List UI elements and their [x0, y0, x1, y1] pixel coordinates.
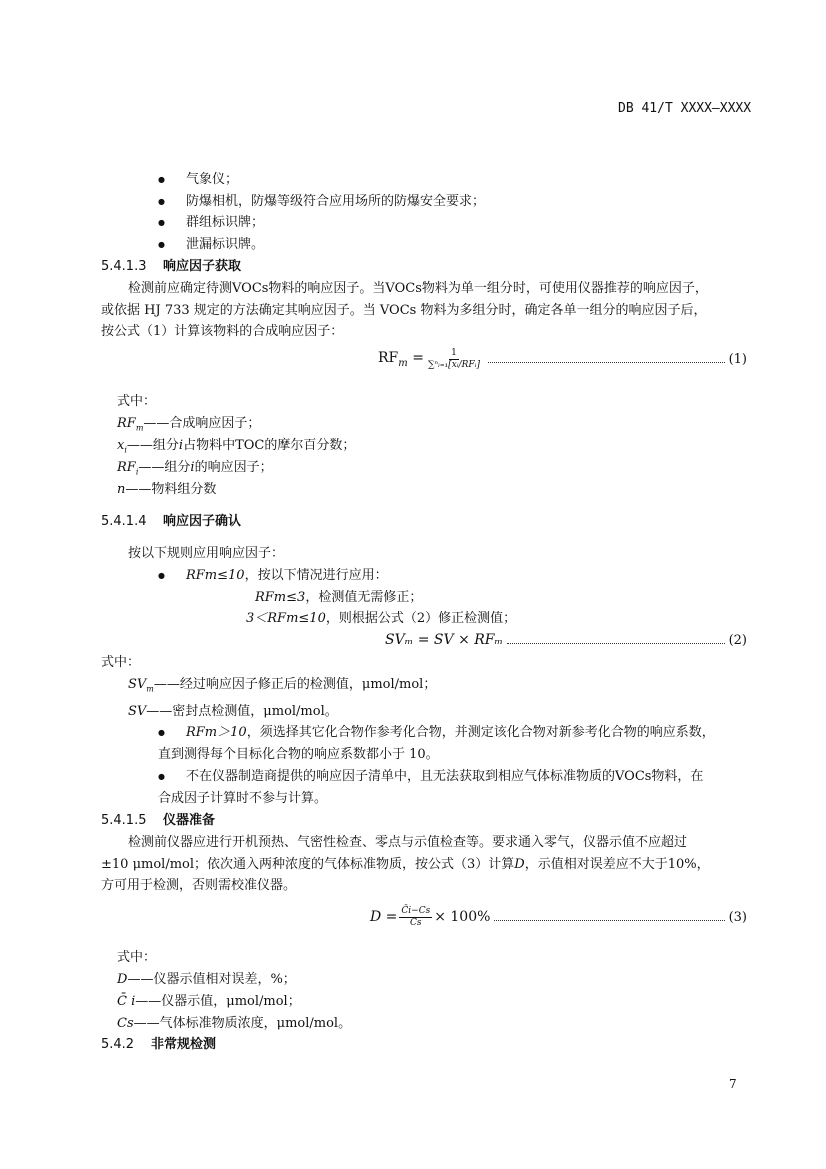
paragraph: ±10 μmol/mol；依次通入两种浓度的气体标准物质，按公式（3）计算D，示值相对误差应不大于10%，: [101, 857, 710, 872]
formula-rhs: × 100%: [434, 909, 491, 925]
formula-expression: SVₘ = SV × RFₘ: [385, 632, 504, 648]
list-item-continuation: 直到测得每个目标化合物的响应系数都小于 10。: [158, 747, 439, 762]
list-item: ● 泄漏标识牌。: [186, 236, 264, 254]
section-title: 响应因子确认: [163, 514, 242, 529]
section-title: 仪器准备: [163, 813, 216, 828]
section-heading-5-4-1-3: [101, 258, 241, 276]
paragraph: 或依据 HJ 733 规定的方法确定其响应因子。当 VOCs 物料为多组分时，确定各单一组分的响应因子后，: [101, 303, 707, 318]
definition-cs: Cs——气体标准物质浓度，μmol/mol。: [117, 1016, 352, 1031]
section-number: 5.4.1.5: [101, 813, 147, 828]
page-number: 7: [729, 1077, 737, 1091]
definition-d: D——仪器示值相对误差，%；: [117, 972, 296, 987]
list-item: ● 防爆相机，防爆等级符合应用场所的防爆安全要求；: [186, 193, 485, 211]
where-label: 式中：: [101, 655, 141, 670]
formula-2: [385, 629, 747, 651]
paragraph: 按以下规则应用响应因子：: [128, 546, 285, 561]
section-number: 5.4.2: [101, 1037, 135, 1052]
equation-number: (2): [728, 632, 747, 648]
paragraph: 检测前仪器应进行开机预热、气密性检查、零点与示值检查等。要求通入零气，仪器示值不应超过: [128, 835, 688, 850]
equation-number: (3): [728, 909, 747, 925]
leader-dots: [507, 643, 724, 644]
section-title: 响应因子获取: [163, 259, 242, 274]
leader-dots: [494, 920, 724, 921]
list-item: ● RFm＞10，须选择其它化合物作参考化合物，并测定该化合物对新参考化合物的响应系数，: [186, 724, 715, 742]
definition-svm: $SV_m——$经过响应因子修正后的检测值，μmol/mol；: [128, 677, 437, 694]
paragraph: 按公式（1）计算该物料的合成响应因子：: [101, 324, 344, 339]
leader-dots: [488, 362, 725, 363]
section-number: 5.4.1.4: [101, 514, 147, 529]
definition-ci: C̄ i——仪器示值，μmol/mol；: [117, 994, 301, 1009]
paragraph: 检测前应确定待测VOCs物料的响应因子。当VOCs物料为单一组分时，可使用仪器推荐的响应因子，: [128, 281, 708, 296]
definition-sv: SV——密封点检测值，μmol/mol。: [128, 704, 338, 719]
definition-rfm: $RF_m——$合成响应因子；: [117, 416, 261, 433]
formula-fraction: $\frac{1}{\text{∑ⁿᵢ₌₁[xᵢ/RFᵢ]}}$: [427, 347, 480, 370]
section-heading-5-4-1-4: [101, 513, 241, 531]
formula-lhs: $RF_m$ =: [378, 349, 424, 369]
section-title: 非常规检测: [151, 1037, 217, 1052]
definition-xi: $x_i——$组分i占物料中TOC的摩尔百分数；: [117, 438, 356, 455]
definition-n: n——物料组分数: [117, 482, 217, 497]
section-heading-5-4-2: [101, 1036, 216, 1054]
list-item: ● 气象仪；: [186, 171, 238, 189]
list-item: ● RFm≤10，按以下情况进行应用：: [186, 567, 388, 585]
formula-3: [370, 904, 747, 930]
list-item: ● 不在仪器制造商提供的响应因子清单中，且无法获取到相应气体标准物质的VOCs物料，在: [186, 768, 703, 786]
section-heading-5-4-1-5: [101, 812, 215, 830]
equation-number: (1): [728, 351, 747, 367]
sub-item: RFm≤3，检测值无需修正；: [255, 590, 423, 605]
definition-rfi: $RF_i——$组分i的响应因子；: [117, 460, 273, 477]
sub-item: 3＜RFm≤10，则根据公式（2）修正检测值；: [246, 611, 517, 626]
list-item: ● 群组标识牌；: [186, 214, 264, 232]
formula-1: [378, 346, 747, 372]
where-label: 式中：: [117, 394, 157, 409]
list-item-continuation: 合成因子计算时不参与计算。: [158, 791, 328, 806]
section-number: 5.4.1.3: [101, 259, 147, 274]
document-id: DB 41/T XXXX—XXXX: [618, 101, 752, 116]
where-label: 式中：: [117, 950, 157, 965]
formula-fraction: $\frac{C̄i-Cs}{Cs}$: [401, 905, 431, 928]
formula-lhs: D =: [370, 909, 398, 925]
paragraph: 方可用于检测，否则需校准仪器。: [101, 878, 297, 893]
